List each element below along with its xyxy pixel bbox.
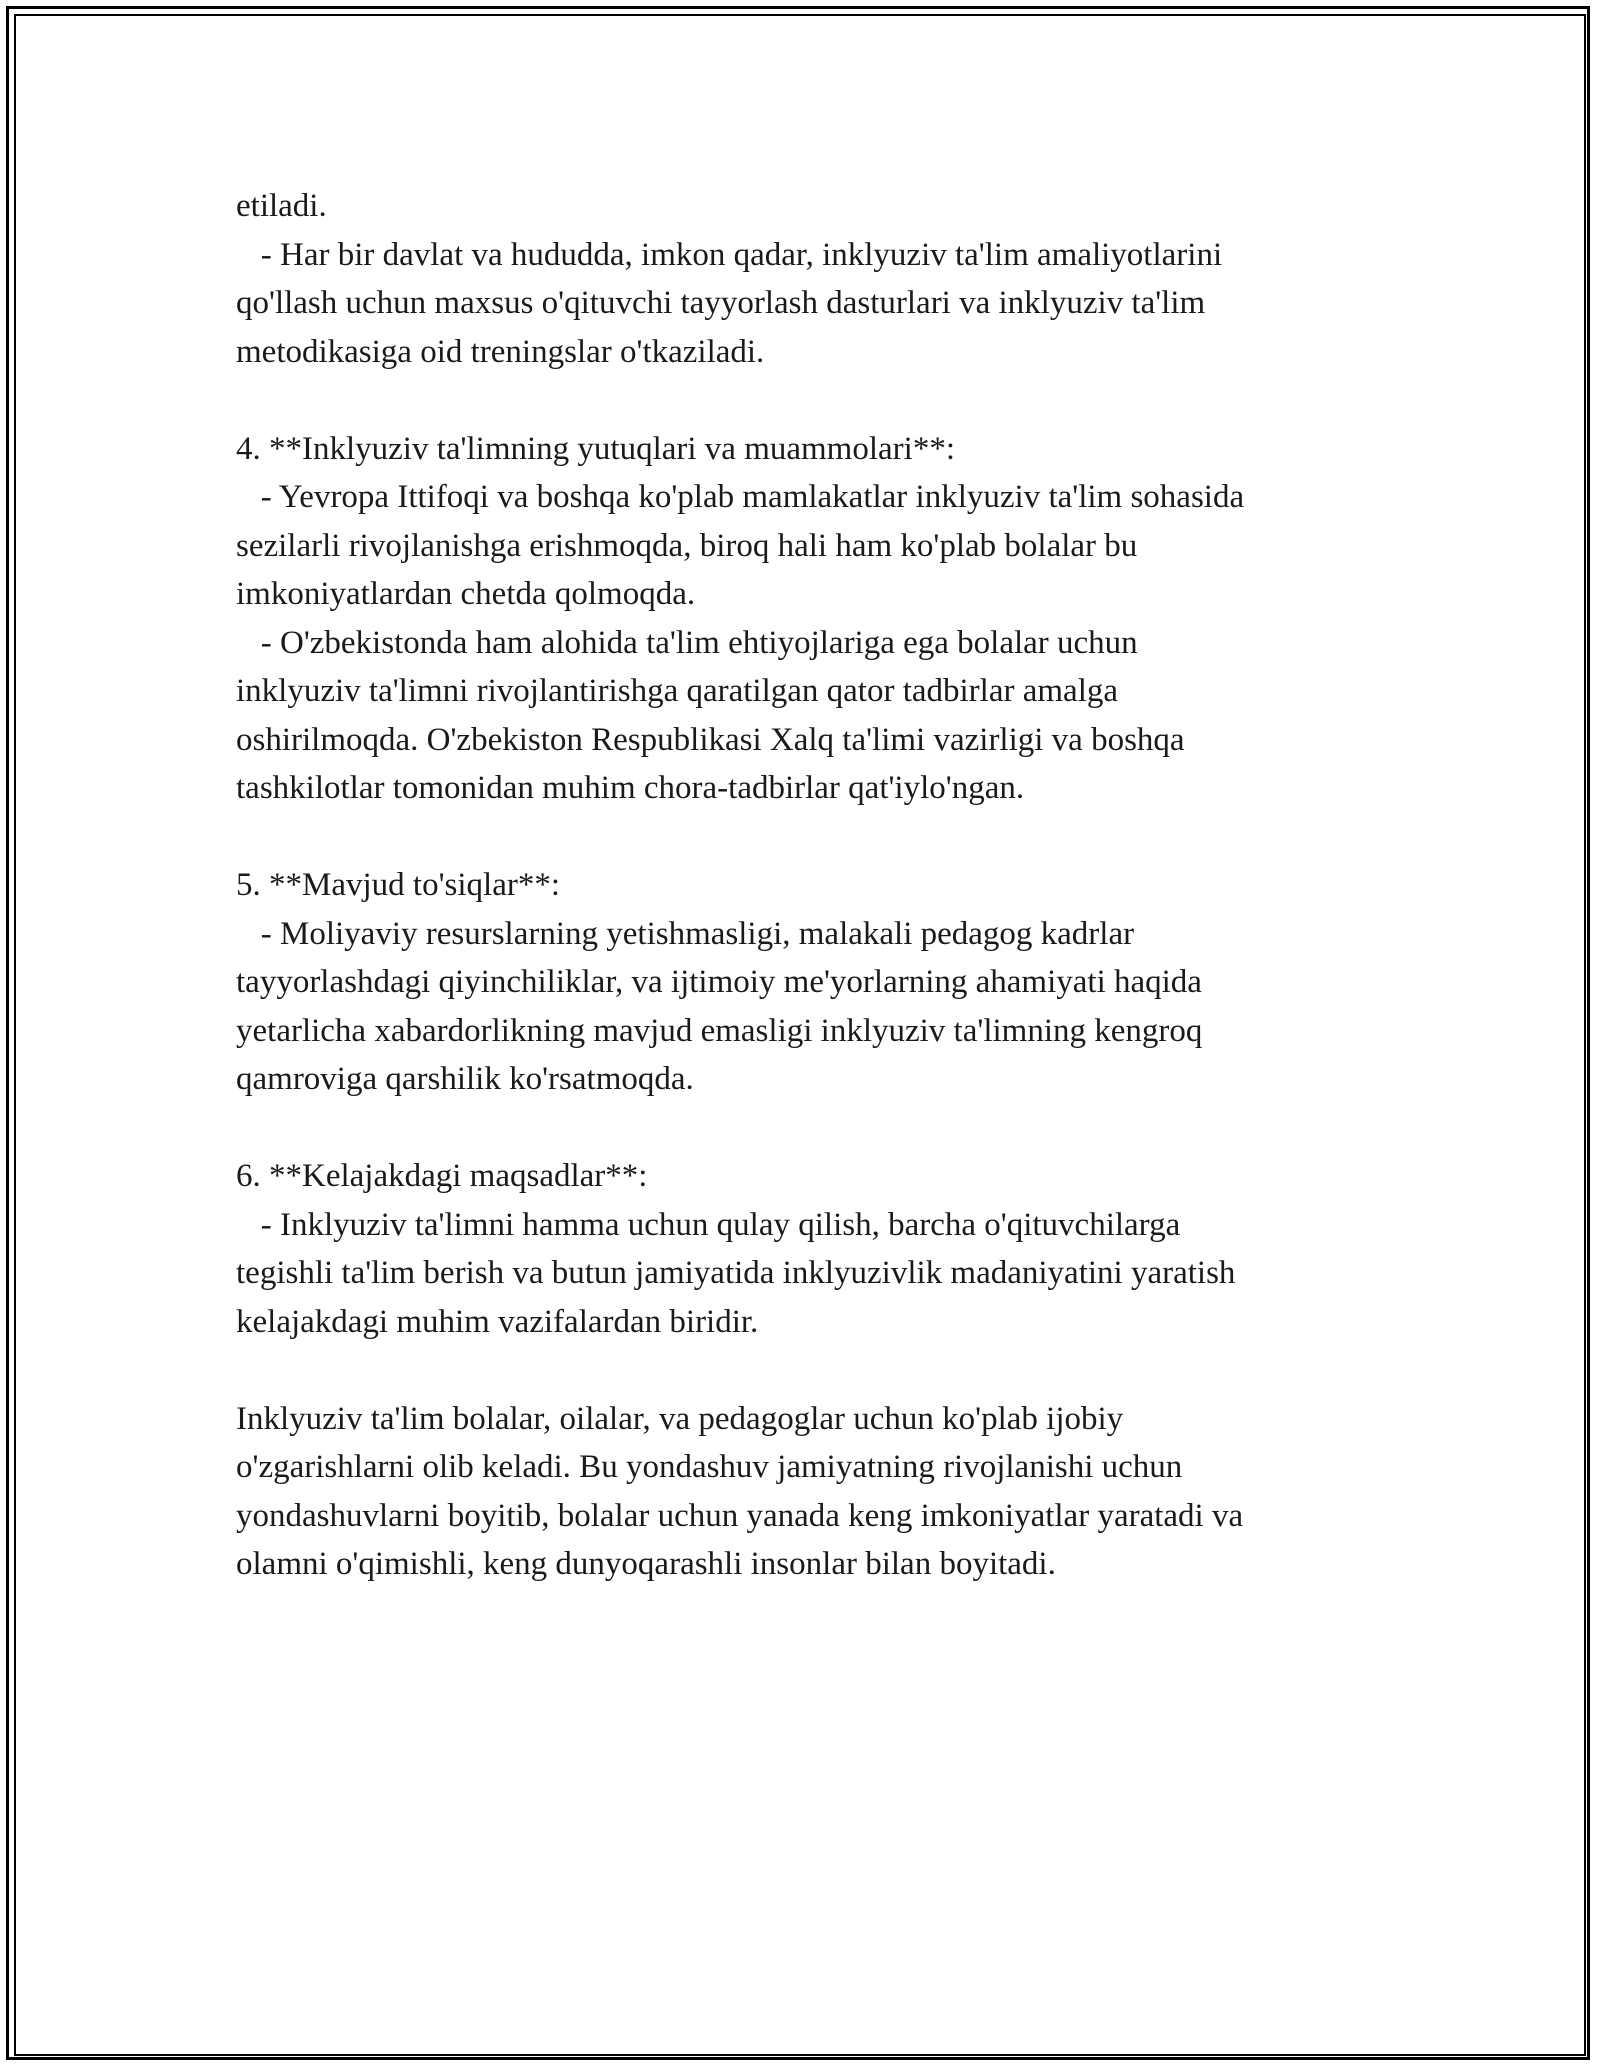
text-line: o'zgarishlarni olib keladi. Bu yondashuv jamiyatning rivojlanishi uchun (236, 1449, 1183, 1485)
text-line: - Har bir davlat va hududda, imkon qadar, inklyuziv ta'lim amaliyotlarini (236, 236, 1223, 273)
text-line: yondashuvlarni boyitib, bolalar uchun yanada keng imkoniyatlar yaratadi va (236, 1497, 1244, 1534)
paragraph-spacer (236, 1346, 1396, 1395)
text-line: tegishli ta'lim berish va butun jamiyatida inklyuzivlik madaniyatini yaratish (236, 1255, 1236, 1291)
text-line: - Moliyaviy resurslarning yetishmasligi, malakali pedagog kadrlar (236, 915, 1135, 952)
text-line: - O'zbekistonda ham alohida ta'lim ehtiyojlariga ega bolalar uchun (236, 624, 1138, 661)
text-line: oshirilmoqda. O'zbekiston Respublikasi Xalq ta'limi vazirligi va boshqa (236, 721, 1185, 758)
text-line: qamroviga qarshilik ko'rsatmoqda. (236, 1061, 694, 1097)
text-line: 6. **Kelajakdagi maqsadlar**: (236, 1158, 648, 1194)
text-line: qo'llash uchun maxsus o'qituvchi tayyorlash dasturlari va inklyuziv ta'lim (236, 285, 1206, 321)
paragraph-spacer (236, 813, 1396, 862)
text-line: tashkilotlar tomonidan muhim chora-tadbirlar qat'iylo'ngan. (236, 770, 1025, 806)
paragraph (236, 425, 1396, 813)
text-line: yetarlicha xabardorlikning mavjud emasligi inklyuziv ta'limning kengroq (236, 1012, 1203, 1049)
paragraph-spacer (236, 1104, 1396, 1153)
text-line: tayyorlashdagi qiyinchiliklar, va ijtimoiy me'yorlarning ahamiyati haqida (236, 964, 1202, 1000)
text-line: - Inklyuziv ta'limni hamma uchun qulay qilish, barcha o'qituvchilarga (236, 1206, 1181, 1243)
text-line: sezilarli rivojlanishga erishmoqda, biroq hali ham ko'plab bolalar bu (236, 527, 1138, 564)
text-line: kelajakdagi muhim vazifalardan biridir. (236, 1303, 759, 1340)
text-line: inklyuziv ta'limni rivojlantirishga qaratilgan qator tadbirlar amalga (236, 673, 1119, 709)
text-line: etiladi. (236, 188, 327, 224)
paragraph-spacer (236, 376, 1396, 425)
text-line: 4. **Inklyuziv ta'limning yutuqlari va muammolari**: (236, 430, 955, 467)
paragraph (236, 1395, 1396, 1589)
paragraph (236, 1152, 1396, 1346)
text-line: - Yevropa Ittifoqi va boshqa ko'plab mamlakatlar inklyuziv ta'lim sohasida (236, 479, 1245, 515)
text-line: Inklyuziv ta'lim bolalar, oilalar, va pedagoglar uchun ko'plab ijobiy (236, 1400, 1124, 1437)
text-line: metodikasiga oid treningslar o'tkaziladi. (236, 333, 765, 370)
document-body (236, 182, 1396, 1589)
paragraph (236, 182, 1396, 376)
text-line: olamni o'qimishli, keng dunyoqarashli insonlar bilan boyitadi. (236, 1546, 1056, 1582)
text-line: 5. **Mavjud to'siqlar**: (236, 867, 561, 903)
text-line: imkoniyatlardan chetda qolmoqda. (236, 576, 696, 612)
paragraph (236, 861, 1396, 1104)
